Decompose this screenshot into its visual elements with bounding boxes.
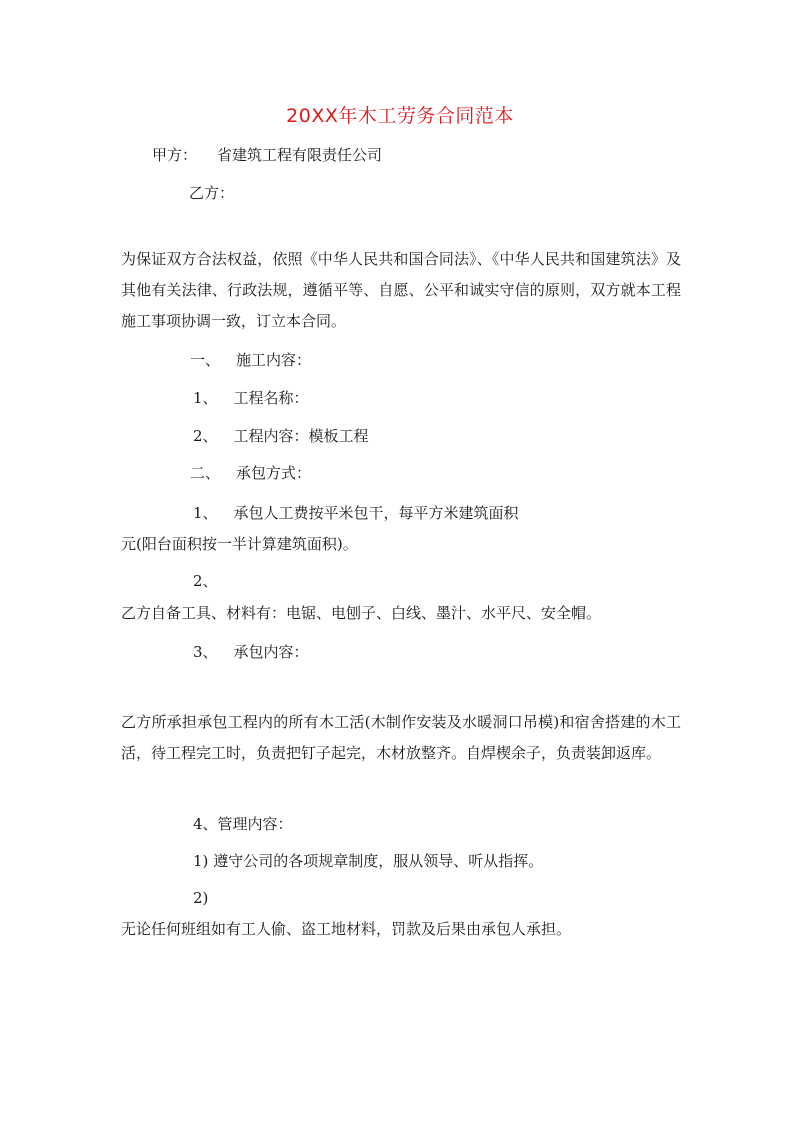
section2-title: 承包方式： [236,464,312,482]
section2-item1 [193,503,519,523]
party-a-value: 省建筑工程有限责任公司 [217,146,383,164]
section2-sub1 [193,851,543,871]
section1-item1-number: 1、 [193,389,218,407]
section2-item2-text: 乙方自备工具、材料有：电锯、电刨子、白线、墨汁、水平尺、安全帽。 [121,604,602,622]
section1-title: 施工内容： [236,351,312,369]
section2-item3-number: 3、 [193,643,218,661]
section2-sub1-text: 遵守公司的各项规章制度，服从领导、听从指挥。 [213,852,544,870]
section1-item2-number: 2、 [193,427,218,445]
section2-item3-text: 承包内容： [233,643,309,661]
section1-item2 [193,426,369,446]
section2-sub1-number: 1) [193,852,209,870]
preamble-paragraph: 为保证双方合法权益，依照《中华人民共和国合同法》、《中华人民共和国建筑法》及其他有关法律、行政法规，遵循平等、自愿、公平和诚实守信的原则，双方就本工程施工事项协调一致，订立本合同。 [121,250,681,330]
section2-item2-number: 2、 [193,572,218,590]
document-title: 20XX年木工劳务合同范本 [286,105,514,127]
section1-heading [190,350,311,370]
party-b-label: 乙方： [189,184,235,202]
section1-item1 [193,388,309,408]
section1-item1-text: 工程名称： [233,389,309,407]
section2-item4-heading: 4、管理内容： [193,815,293,833]
section2-heading [190,463,311,483]
section2-item1-continuation: 元(阳台面积按一半计算建筑面积)。 [121,535,358,553]
section1-number: 一、 [190,351,221,369]
section2-item3 [193,642,309,662]
section2-sub2-text: 无论任何班组如有工人偷、盗工地材料，罚款及后果由承包人承担。 [121,920,572,938]
party-a-label: 甲方： [152,146,198,164]
section2-number: 二、 [190,464,221,482]
party-a-line [152,145,382,165]
party-b-line [189,183,234,203]
section2-item1-number: 1、 [193,504,218,522]
section2-item3-body: 乙方所承担承包工程内的所有木工活(木制作安装及水暖洞口吊模)和宿舍搭建的木工活，待工程完工时，负责把钉子起完，木材放整齐。自焊楔余子，负责装卸返库。 [121,713,681,762]
section2-item1-text: 承包人工费按平米包干，每平方米建筑面积 [233,504,519,522]
section1-item2-text: 工程内容：模板工程 [233,427,369,445]
section2-sub2-number: 2) [193,889,209,907]
